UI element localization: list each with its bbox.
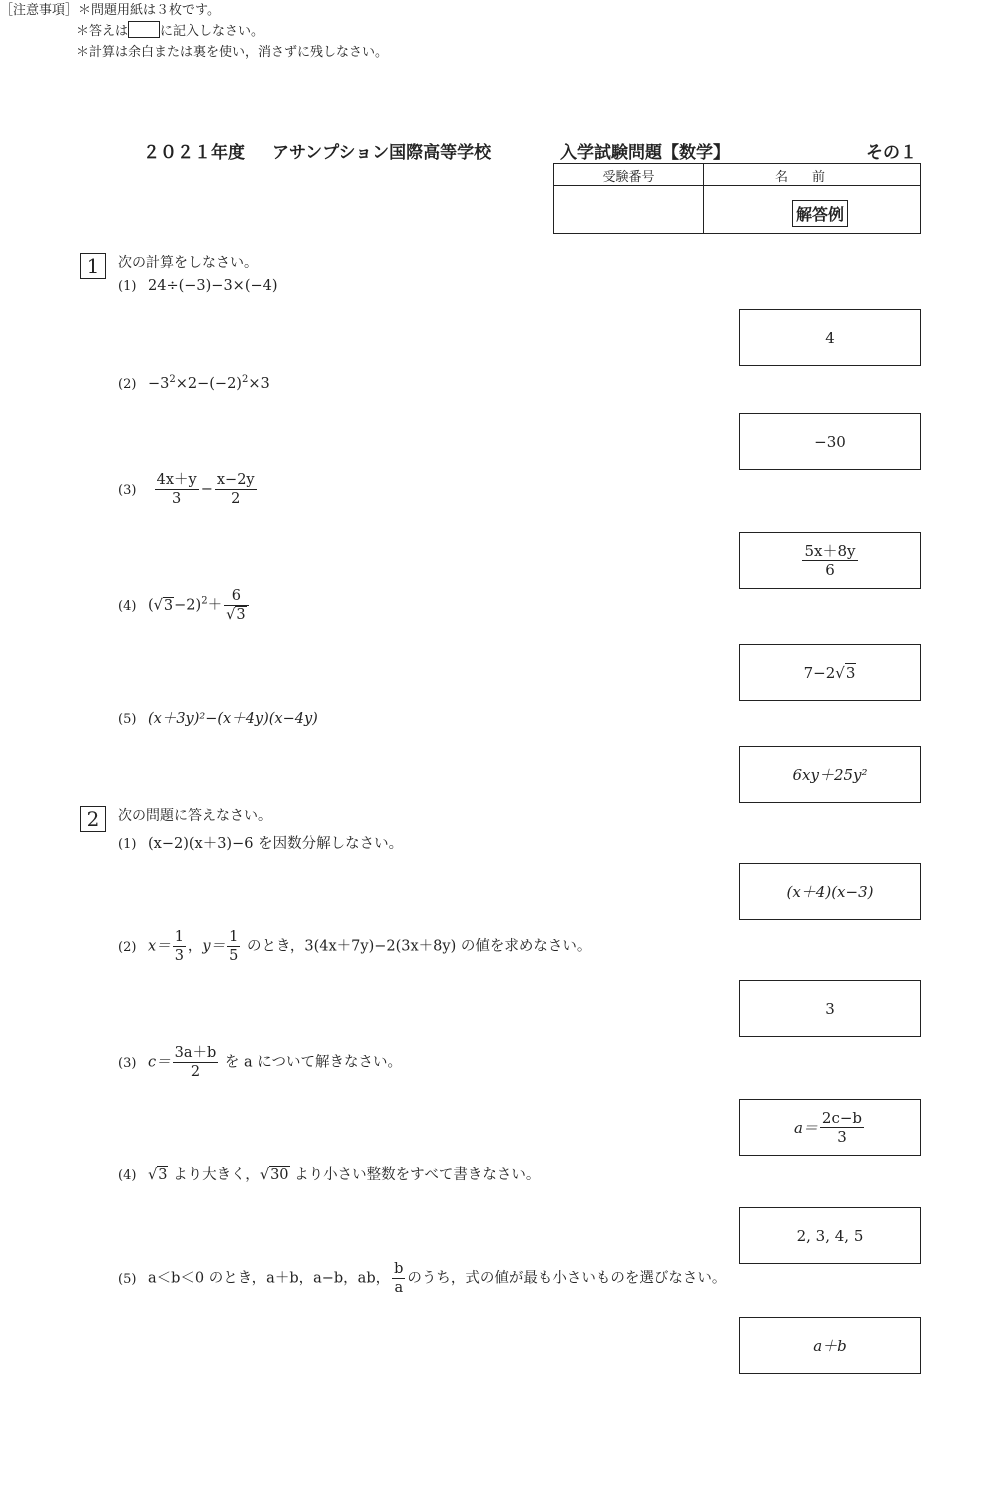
answer-text: a＝: [793, 1119, 818, 1137]
numerator: b: [394, 1261, 404, 1277]
denominator: 3: [172, 491, 182, 507]
separator: ，: [187, 938, 203, 955]
name-label: 名前: [774, 170, 849, 185]
exam-number-label: 受験番号: [602, 170, 655, 185]
note-3: ＊計算は余白または裏を使い，消さずに残しなさい。: [76, 45, 389, 60]
answer-text: 6xy＋25y²: [792, 766, 868, 784]
id-table-header: [554, 164, 920, 186]
s1-question-2: $(2) -3^2\times 2-(-2)^2\times 3$: [118, 374, 270, 392]
numerator: 6: [224, 587, 248, 606]
s2-answer-2: 3: [739, 980, 921, 1037]
question-text: のうち，式の値が最も小さいものを選びなさい。: [407, 1270, 727, 1287]
question-number: (3): [118, 1055, 137, 1071]
fraction: [173, 1044, 219, 1081]
numerator: x−2y: [216, 472, 255, 488]
s1-question-1: [118, 278, 278, 294]
question-number: (5): [118, 712, 137, 727]
question-text: (x＋3y)²−(x＋4y)(x−4y): [148, 711, 318, 727]
radicand: 3: [158, 1167, 168, 1183]
denominator: 6: [825, 561, 835, 579]
question-text: −3: [148, 375, 170, 392]
numerator: 3a＋b: [174, 1045, 217, 1061]
s2-answer-5: [739, 1317, 921, 1374]
question-text: ×2−(−2): [175, 375, 242, 392]
question-number: (4): [118, 598, 137, 614]
s2-answer-1: [739, 863, 921, 920]
question-number: (1): [118, 837, 137, 852]
numerator: 5x＋8y: [804, 542, 856, 560]
s1-question-5: [118, 707, 318, 728]
s1-answer-5: [739, 746, 921, 803]
section-1-title: 次の計算をしなさい。: [118, 255, 258, 271]
section-2-title: 次の問題に答えなさい。: [118, 808, 272, 824]
fraction: [392, 1260, 405, 1297]
question-text: c＝: [148, 1054, 171, 1071]
question-number: (5): [118, 1271, 137, 1287]
numerator: 1: [174, 929, 184, 945]
question-text: 24÷(−3)−3×(−4): [148, 278, 278, 294]
radicand: 3: [845, 664, 856, 682]
question-text: x＝: [148, 938, 171, 955]
answer-example-stamp: 解答例: [792, 200, 848, 227]
question-text: のとき，3(4x＋7y)−2(3x＋8y) の値を求めなさい。: [246, 938, 592, 955]
note-1: ＊問題用紙は３枚です。: [78, 3, 220, 18]
notes: [0, 0, 1000, 63]
numerator: 4x＋y: [156, 472, 197, 488]
s1-question-3: [118, 471, 259, 508]
s1-answer-4: 7−2 √ 3: [739, 644, 921, 701]
answer-text: 7−2: [803, 663, 836, 682]
section-2-number: 2: [80, 806, 106, 832]
question-text: (: [148, 597, 154, 614]
question-number: (3): [118, 482, 137, 498]
fraction: [215, 471, 257, 508]
question-text: −2): [174, 597, 202, 614]
question-text: a＜b＜0 のとき，a＋b，a−b，ab，: [148, 1270, 391, 1287]
school-name: アサンプション国際高等学校: [272, 143, 492, 163]
note-2-pre: ＊答えは: [76, 24, 129, 39]
operator: ＋: [207, 597, 223, 614]
denominator: a: [394, 1280, 404, 1296]
numerator: 2c−b: [821, 1109, 863, 1127]
s2-answer-3: [739, 1099, 921, 1156]
answer-box-sample: [128, 21, 160, 38]
section-1-number: 1: [80, 253, 106, 279]
exam-year: ２０２１年度: [143, 143, 245, 163]
question-text: y＝: [202, 938, 226, 955]
fraction: [155, 471, 199, 508]
question-number: (2): [118, 376, 137, 392]
s2-question-2: [118, 928, 591, 965]
fraction: [820, 1109, 864, 1146]
s1-answer-2: −30: [739, 413, 921, 470]
radicand: 3: [236, 607, 246, 623]
question-text: より小さい整数をすべて書きなさい。: [294, 1167, 541, 1183]
exam-title: 入学試験問題【数学】: [560, 143, 730, 163]
notes-label: ［注意事項］: [0, 3, 79, 18]
s1-answer-1: 4: [739, 309, 921, 366]
fraction: [227, 928, 240, 965]
radicand: 30: [270, 1167, 289, 1183]
s1-answer-3: [739, 532, 921, 589]
operator: −: [200, 481, 213, 498]
denominator: 2: [231, 491, 241, 507]
s2-question-3: [118, 1044, 402, 1081]
id-table: [553, 163, 921, 234]
answer-text: a＋b: [813, 1337, 847, 1355]
question-number: (1): [118, 279, 137, 294]
answer-text: (x＋4)(x−3): [786, 883, 874, 901]
question-number: (4): [118, 1168, 137, 1183]
question-text: を a について解きなさい。: [224, 1054, 402, 1071]
fraction: [173, 928, 186, 965]
denominator: 5: [229, 948, 239, 964]
denominator: 2: [190, 1064, 201, 1080]
s2-question-5: [118, 1260, 726, 1297]
s2-question-4: (4) √3 より大きく，√30 より小さい整数をすべて書きなさい。: [118, 1167, 541, 1183]
fraction: $\frac{6}{√3}$: [224, 587, 248, 624]
numerator: 1: [229, 929, 239, 945]
note-2-post: に記入しなさい。: [160, 24, 265, 39]
question-text: (x−2)(x＋3)−6 を因数分解しなさい。: [148, 836, 404, 852]
id-table-divider: [703, 164, 704, 233]
page-number: その１: [866, 143, 917, 163]
question-text: より大きく，: [173, 1167, 260, 1183]
denominator: 3: [174, 948, 184, 964]
fraction: [802, 542, 857, 579]
question-text: ×3: [248, 375, 270, 392]
s2-answer-4: 2, 3, 4, 5: [739, 1207, 921, 1264]
question-number: (2): [118, 939, 137, 955]
s1-question-4: (4) $(√3-2)^2+$ $\frac{6}{√3}$: [118, 587, 251, 624]
s2-question-1: [118, 832, 403, 853]
denominator: 3: [837, 1128, 847, 1146]
radicand: 3: [163, 597, 174, 614]
